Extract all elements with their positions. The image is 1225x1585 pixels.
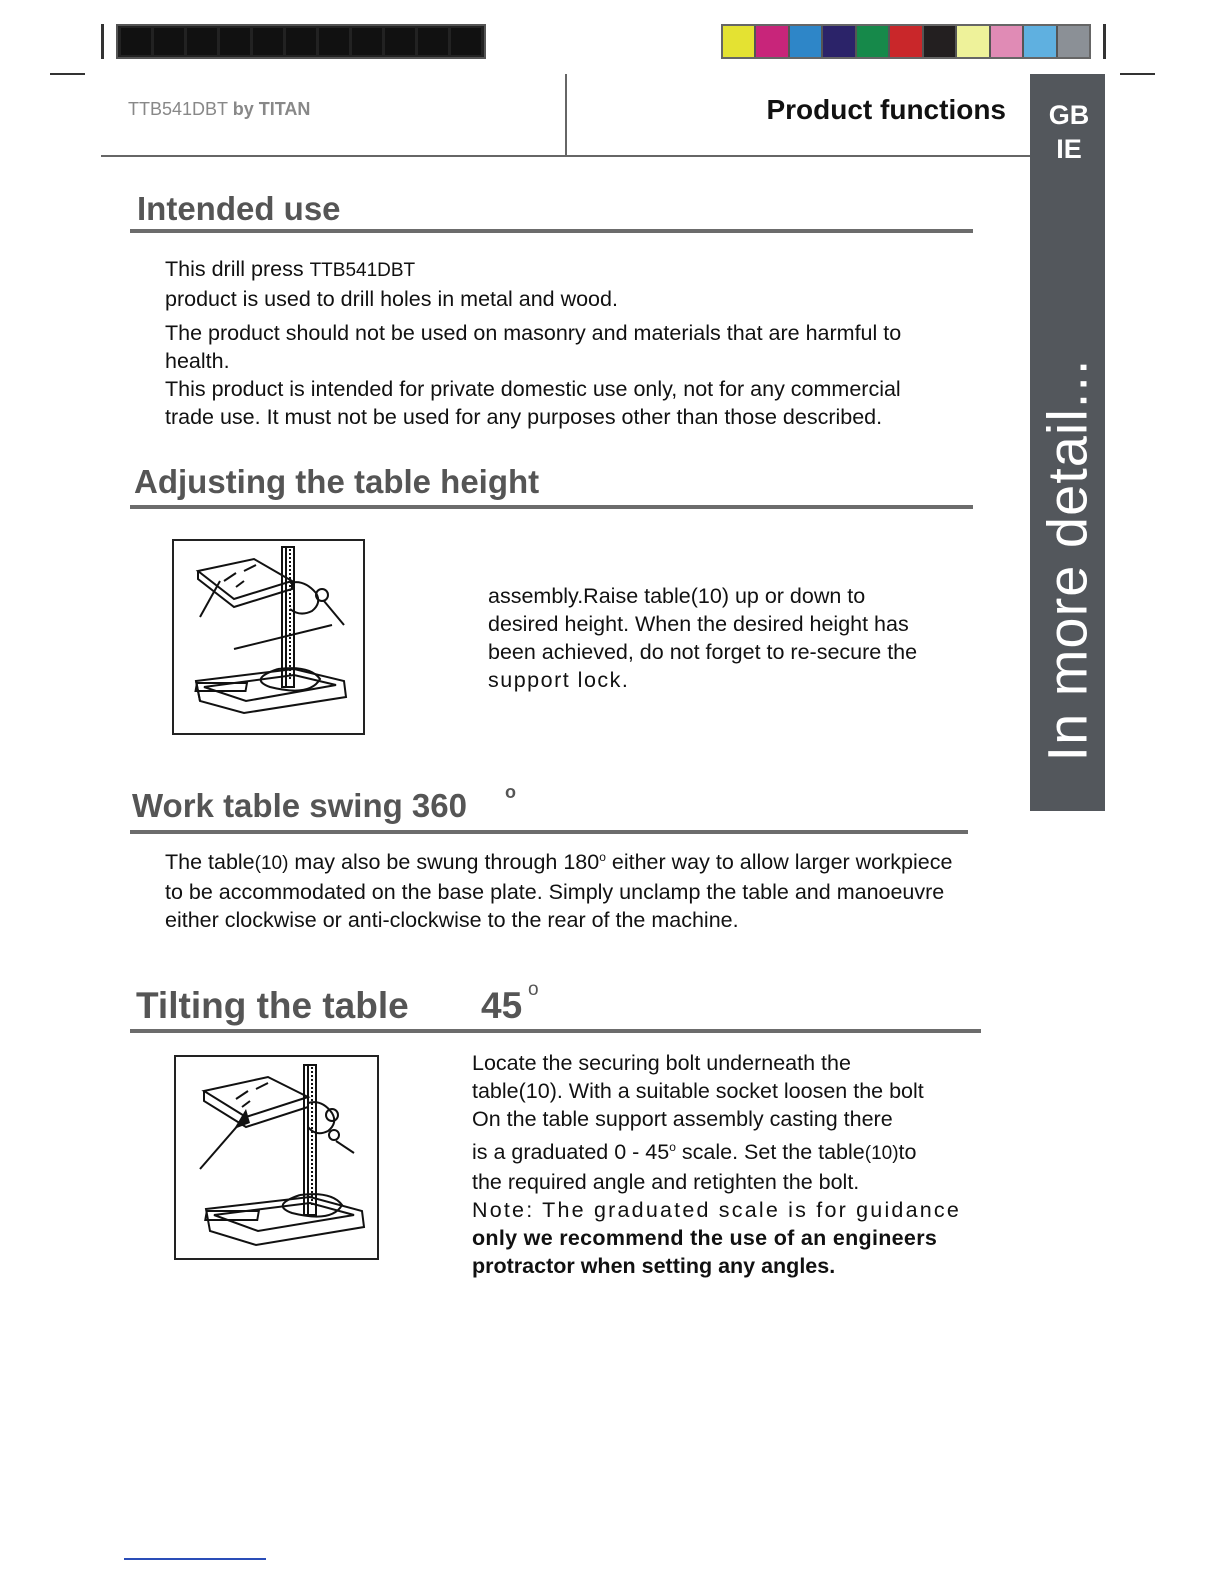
- color-swatch: [991, 26, 1024, 57]
- drill-press-height-illustration: [172, 539, 365, 735]
- section-rule: [130, 1029, 981, 1033]
- table-height-heading: Adjusting the table height: [134, 463, 540, 500]
- header-rule: [101, 155, 1031, 157]
- color-swatch: [823, 26, 856, 57]
- color-swatch: [756, 26, 789, 57]
- color-swatch: [890, 26, 923, 57]
- tilt-angle: 45: [481, 985, 523, 1026]
- language-label: GB IE: [1048, 100, 1090, 164]
- color-swatch: [857, 26, 890, 57]
- tilt-heading: Tilting the table: [136, 985, 409, 1026]
- intended-use-heading: Intended use: [137, 190, 341, 227]
- drill-press-tilt-illustration: [174, 1055, 379, 1260]
- footer-link-underline: [124, 1558, 266, 1560]
- color-swatch: [790, 26, 823, 57]
- color-swatch: [1024, 26, 1057, 57]
- section-rule: [130, 229, 973, 233]
- page-title: Product functions: [766, 94, 1006, 125]
- header-model: TTB541DBT by TITAN: [128, 99, 311, 119]
- color-swatch: [723, 26, 756, 57]
- table-height-text: assembly.Raise table(10) up or down to desired height. When the desired height has been achieved, do not forget to re-secure the support lock.: [488, 584, 918, 692]
- color-swatch: [924, 26, 957, 57]
- degree-symbol: o: [528, 979, 539, 1000]
- section-rule: [130, 830, 968, 834]
- degree-symbol: o: [505, 782, 516, 802]
- color-registration-strip: [721, 24, 1091, 59]
- color-swatch: [957, 26, 990, 57]
- crop-mark: [1103, 24, 1106, 59]
- header-divider: [565, 74, 567, 156]
- crop-mark: [50, 73, 85, 75]
- table-swing-heading: Work table swing 360: [132, 787, 467, 824]
- section-rule: [130, 505, 973, 509]
- intended-use-text: This drill press TTB541DBT product is used to drill holes in metal and wood. The product should not be used on masonry and materials that are harmful to health. This product is intended for private domestic use only, not for any commercial trade use. It must not be used for any purposes other than those described.: [165, 257, 902, 429]
- crop-mark: [101, 24, 104, 59]
- black-registration-strip: [116, 24, 486, 59]
- crop-mark: [1120, 73, 1155, 75]
- tilt-text: Locate the securing bolt underneath the table(10). With a suitable socket loosen the bolt On the table support assembly casting there is a graduated 0 - 45$^o$ scale. Set the table(10)to the required angle and retighten the bolt. Note: The graduated scale is for guidance only we recommend the use of an engineers protractor when setting any angles.: [472, 1051, 961, 1279]
- table-swing-text: The table(10) may also be swung through 180$^o$ either way to allow larger workpiece to be accommodated on the base plate. Simply unclamp the table and manoeuvre either clockwise or anti-clockwise to the rear of the machine.: [165, 850, 953, 933]
- color-swatch: [1058, 26, 1089, 57]
